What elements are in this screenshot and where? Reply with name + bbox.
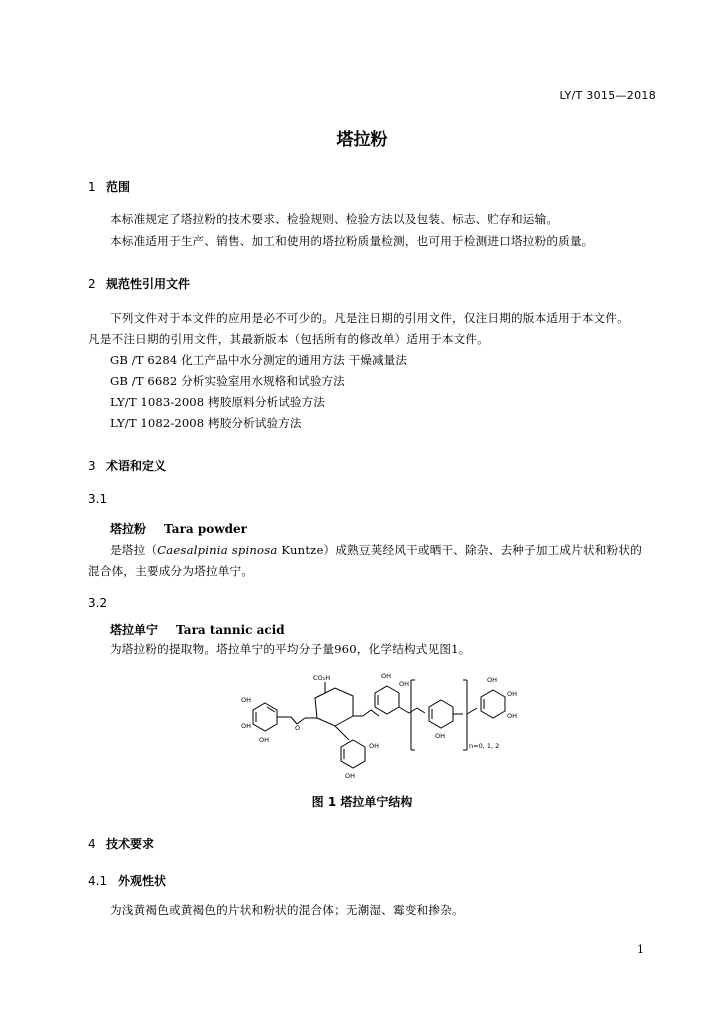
clause-4-1-heading [88, 872, 166, 889]
reference-item: GB /T 6682 分析实验室用水规格和试验方法 [110, 374, 345, 388]
galloyl-ring [375, 686, 399, 714]
carboxyl-label: CO₂H [313, 674, 331, 682]
galloyl-ring [481, 690, 505, 718]
hydroxyl-label: OH [345, 772, 356, 780]
section-3-heading [88, 457, 166, 474]
standard-code: LY/T 3015—2018 [559, 89, 656, 102]
clause-4-1-text: 为浅黄褐色或黄褐色的片状和粉状的混合体；无潮湿、霉变和掺杂。 [110, 903, 464, 917]
definition-text: Kuntze）成熟豆荚经风干或晒干、除杂、去种子加工成片状和粉状的 [277, 543, 642, 557]
definition-text: 是塔拉（ [110, 543, 158, 557]
reference-item: LY/T 1082-2008 栲胶分析试验方法 [110, 416, 302, 430]
hydroxyl-label: OH [369, 742, 380, 750]
term-3-1-en: Tara powder [164, 522, 247, 536]
scientific-name: Caesalpinia spinosa [157, 543, 278, 557]
section-4-heading [88, 835, 154, 852]
reference-item: LY/T 1083-2008 栲胶原料分析试验方法 [110, 395, 325, 409]
hydroxyl-label: OH [241, 696, 252, 704]
term-3-1-definition-line-2: 混合体，主要成分为塔拉单宁。 [88, 564, 254, 578]
reference-item: GB /T 6284 化工产品中水分测定的通用方法 干燥减量法 [110, 353, 408, 367]
term-3-2-definition: 为塔拉粉的提取物。塔拉单宁的平均分子量960，化学结构式见图1。 [110, 642, 471, 656]
tara-tannin-structure-figure [235, 668, 530, 780]
hydroxyl-label: OH [241, 722, 252, 730]
section-1-heading [88, 178, 130, 195]
section-1-title: 范围 [106, 180, 131, 194]
repeat-count-note: n=0, 1, 2 [469, 742, 500, 750]
galloyl-ring [429, 700, 453, 728]
clause-3-2-number: 3.2 [88, 596, 108, 610]
term-3-1 [110, 520, 247, 537]
section-1-number: 1 [88, 180, 96, 194]
term-3-1-definition-line-1 [110, 542, 642, 558]
hydroxyl-label: OH [507, 712, 518, 720]
section-1-paragraph-1: 本标准规定了塔拉粉的技术要求、检验规则、检验方法以及包装、标志、贮存和运输。 [110, 212, 559, 226]
quinic-ring [315, 688, 353, 726]
galloyl-ring [253, 703, 277, 731]
section-4-number: 4 [88, 837, 96, 851]
term-3-1-cn: 塔拉粉 [110, 522, 147, 536]
hydroxyl-label: OH [435, 732, 446, 740]
clause-4-1-title: 外观性状 [118, 874, 167, 888]
section-3-title: 术语和定义 [106, 459, 167, 473]
section-2-paragraph-line-1: 下列文件对于本文件的应用是必不可少的。凡是注日期的引用文件，仅注日期的版本适用于本文件。 [110, 311, 629, 325]
section-3-number: 3 [88, 459, 96, 473]
hydroxyl-label: OH [487, 676, 498, 684]
section-2-heading [88, 275, 190, 292]
hydroxyl-label: OH [259, 736, 270, 744]
oxygen-label: O [295, 724, 301, 732]
document-title: 塔拉粉 [336, 130, 388, 150]
figure-caption: 图 1 塔拉单宁结构 [311, 795, 413, 809]
galloyl-ring [341, 740, 365, 768]
hydroxyl-label: OH [381, 672, 392, 680]
clause-3-1-number: 3.1 [88, 492, 108, 506]
section-2-number: 2 [88, 277, 96, 291]
section-4-title: 技术要求 [106, 837, 155, 851]
hydroxyl-label: OH [507, 690, 518, 698]
section-2-title: 规范性引用文件 [106, 277, 191, 291]
clause-4-1-number: 4.1 [88, 874, 108, 888]
term-3-2-en: Tara tannic acid [176, 623, 285, 637]
term-3-2 [110, 621, 285, 638]
section-2-paragraph-line-2: 凡是不注日期的引用文件，其最新版本（包括所有的修改单）适用于本文件。 [88, 332, 489, 346]
term-3-2-cn: 塔拉单宁 [110, 623, 159, 637]
page-number: 1 [637, 943, 644, 956]
hydroxyl-label: OH [399, 680, 410, 688]
section-1-paragraph-2: 本标准适用于生产、销售、加工和使用的塔拉粉质量检测，也可用于检测进口塔拉粉的质量。 [110, 234, 594, 248]
